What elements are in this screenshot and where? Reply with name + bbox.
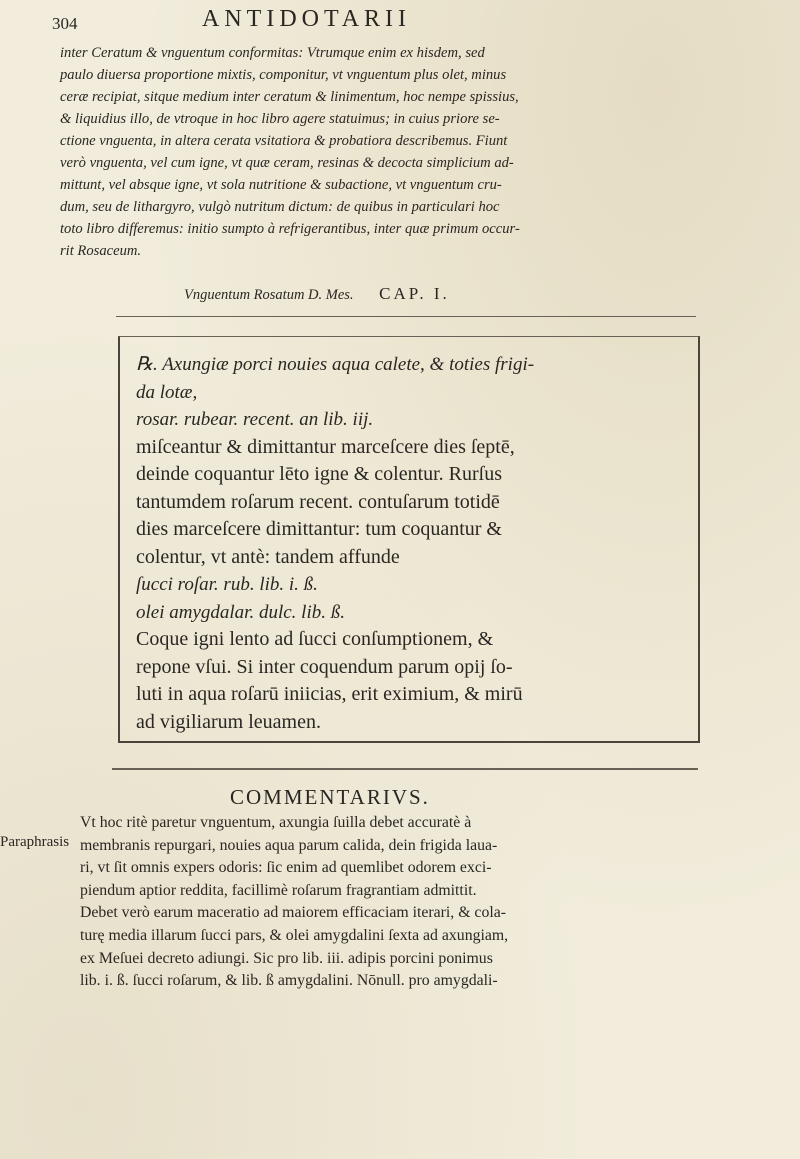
commentary-line: ex Meſuei decreto adiungi. Sic pro lib. iii. adipis porcini ponimus (80, 949, 493, 967)
intro-line: rit Rosaceum. (60, 243, 142, 259)
recipe-line: colentur, vt antè: tandem affunde (136, 545, 400, 568)
chapter-number: CAP. I. (379, 284, 450, 303)
recipe-line: Coque igni lento ad ſucci conſumptionem, & (136, 628, 494, 650)
commentary-line: piendum aptior reddita, facillimè roſarum fragrantiam admittit. (80, 881, 477, 899)
commentary-heading: COMMENTARIVS. (230, 785, 430, 809)
intro-line: inter Ceratum & vnguentum conformitas: Vtrumque enim ex hisdem, sed (60, 45, 485, 61)
recipe-line: repone vſui. Si inter coquendum parum opij ſo- (136, 655, 513, 678)
commentary-line: membranis repurgari, nouies aqua parum calida, dein frigida laua- (80, 836, 498, 854)
recipe-line: dies marceſcere dimittantur: tum coquantur & (136, 518, 502, 540)
chapter-heading (184, 284, 564, 304)
intro-line: & liquidius illo, de vtroque in hoc libro agere statuimus; in cuius priore se- (60, 111, 500, 127)
recipe-line: da lotæ, (136, 381, 198, 403)
recipe-line: ad vigiliarum leuamen. (136, 710, 321, 733)
top-rule (116, 316, 696, 317)
running-title: ANTIDOTARII (202, 6, 412, 32)
intro-line: mittunt, vel absque igne, vt sola nutritione & subactione, vt vnguentum cru- (60, 177, 502, 193)
commentary-line: turę media illarum ſucci pars, & olei amygdalini ſexta ad axungiam, (80, 926, 509, 944)
intro-line: dum, seu de lithargyro, vulgò nutritum dictum: de quibus in particulari hoc (60, 199, 500, 215)
commentary-line: ri, vt ſit omnis expers odoris: ſic enim ad quemlibet odorem exci- (80, 859, 492, 877)
intro-paragraph (60, 42, 740, 262)
recipe-line: rosar. rubear. recent. an lib. iij. (136, 409, 374, 430)
recipe-line: olei amygdalar. dulc. lib. ß. (136, 601, 345, 623)
recipe-box (118, 336, 700, 743)
intro-line: paulo diuersa proportione mixtis, componitur, vt vnguentum plus olet, minus (60, 67, 507, 83)
recipe-text (136, 351, 676, 736)
commentary-line: Debet verò earum maceratio ad maiorem efficaciam iterari, & cola- (80, 904, 506, 922)
running-head (52, 6, 742, 36)
recipe-line: deinde coquantur lēto igne & colentur. Rurſus (136, 463, 503, 485)
recipe-line: miſceantur & dimittantur marceſcere dies ſeptē, (136, 435, 515, 458)
margin-note: Paraphrasis (0, 834, 70, 850)
commentary-line: Vt hoc ritè paretur vnguentum, axungia ſuilla debet accuratè à (80, 814, 472, 831)
recipe-line: ſucci roſar. rub. lib. i. ß. (136, 574, 318, 595)
recipe-line: luti in aqua roſarū iniicias, erit eximium, & mirū (136, 683, 523, 705)
bottom-rule (112, 768, 698, 770)
intro-line: ctione vnguenta, in altera cerata vsitatiora & probatiora describemus. Fiunt (60, 133, 508, 149)
intro-line: toto libro differemus: initio sumpto à refrigerantibus, inter quæ primum occur- (60, 221, 520, 237)
commentary-text (80, 812, 745, 993)
intro-line: ceræ recipiat, sitque medium inter ceratum & linimentum, hoc nempe spissius, (60, 89, 519, 105)
recipe-line: tantumdem roſarum recent. contuſarum totidē (136, 490, 500, 513)
page-number: 304 (52, 14, 78, 33)
commentary-line: lib. i. ß. ſucci roſarum, & lib. ß amygdalini. Nōnull. pro amygdali- (80, 972, 498, 990)
recipe-line: ℞. Axungiæ porci nouies aqua calete, & toties frigi- (136, 354, 535, 375)
recipe-title: Vnguentum Rosatum D. Mes. (184, 287, 354, 303)
intro-line: verò vnguenta, vel cum igne, vt quæ ceram, resinas & decocta simplicium ad- (60, 155, 514, 171)
